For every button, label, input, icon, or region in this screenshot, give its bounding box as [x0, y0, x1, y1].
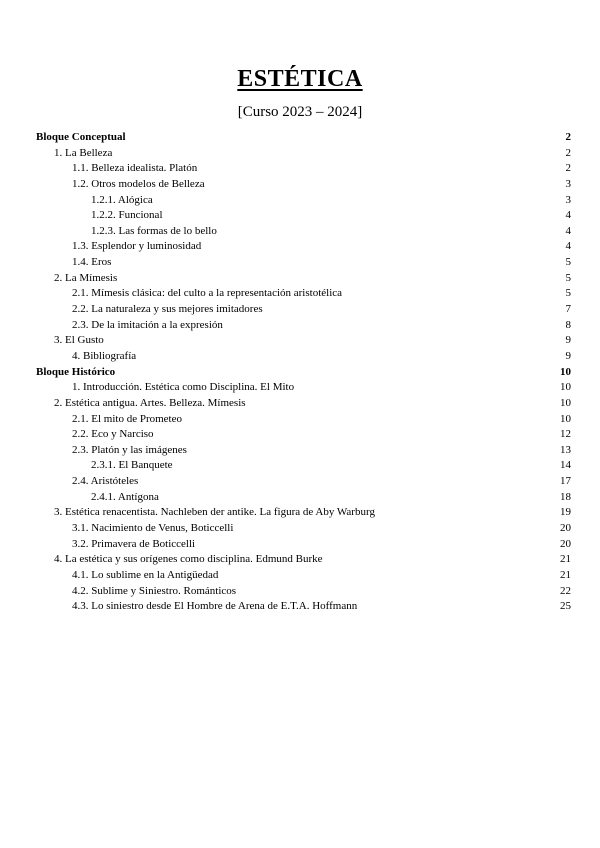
- toc-entry[interactable]: [36, 239, 571, 255]
- toc-entry-label: 4.3. Lo siniestro desde El Hombre de Arena de E.T.A. Hoffmann: [72, 600, 358, 613]
- toc-entry-page-number: 9: [565, 334, 571, 347]
- toc-entry-page-number: 10: [560, 381, 571, 394]
- toc-section-heading[interactable]: [36, 365, 571, 381]
- toc-entry[interactable]: [36, 255, 571, 271]
- toc-entry-page-number: 21: [560, 553, 571, 566]
- toc-entry[interactable]: [36, 584, 571, 600]
- toc-entry[interactable]: [36, 146, 571, 162]
- toc-entry-label: 3.2. Primavera de Boticcelli: [72, 537, 196, 550]
- toc-entry-label: Bloque Conceptual: [36, 131, 126, 143]
- toc-entry[interactable]: [36, 427, 571, 443]
- toc-entry-page-number: 5: [565, 287, 571, 300]
- toc-entry[interactable]: [36, 271, 571, 287]
- toc-entry[interactable]: [36, 380, 571, 396]
- toc-entry-page-number: 5: [565, 256, 571, 269]
- toc-entry[interactable]: [36, 302, 571, 318]
- toc-entry-label: 1. La Belleza: [54, 146, 113, 159]
- toc-entry-page-number: 4: [565, 224, 571, 237]
- toc-entry[interactable]: [36, 599, 571, 615]
- toc-entry[interactable]: [36, 458, 571, 474]
- toc-entry-label: 4.1. Lo sublime en la Antigüedad: [72, 568, 219, 581]
- toc-entry-label: 1.1. Belleza idealista. Platón: [72, 162, 198, 175]
- toc-entry[interactable]: [36, 552, 571, 568]
- toc-entry-label: 3. Estética renacentista. Nachleben der antike. La figura de Aby Warburg: [54, 506, 375, 519]
- toc-entry-label: 2. Estética antigua. Artes. Belleza. Mímesis: [54, 396, 246, 409]
- toc-entry[interactable]: [36, 177, 571, 193]
- toc-entry-page-number: 10: [560, 365, 571, 378]
- toc-entry[interactable]: [36, 474, 571, 490]
- toc-entry-page-number: 10: [560, 412, 571, 425]
- toc-entry[interactable]: [36, 443, 571, 459]
- toc-entry-page-number: 12: [560, 428, 571, 441]
- toc-entry-label: 1.2.2. Funcional: [91, 209, 163, 222]
- toc-entry[interactable]: [36, 318, 571, 334]
- toc-entry-label: 4.2. Sublime y Siniestro. Románticos: [72, 584, 237, 597]
- toc-section-heading[interactable]: [36, 130, 571, 146]
- toc-entry-page-number: 2: [565, 146, 571, 159]
- toc-entry-label: 2.3. Platón y las imágenes: [72, 443, 187, 456]
- toc-entry-page-number: 22: [560, 584, 571, 597]
- toc-entry-label: 1.2.1. Alógica: [91, 193, 153, 206]
- toc-entry-page-number: 7: [565, 303, 571, 316]
- toc-entry-page-number: 18: [560, 490, 571, 503]
- toc-entry-label: 2.1. Mímesis clásica: del culto a la representación aristotélica: [72, 287, 343, 300]
- toc-entry-page-number: 19: [560, 506, 571, 519]
- toc-entry-page-number: 4: [565, 240, 571, 253]
- toc-entry-page-number: 21: [560, 568, 571, 581]
- toc-entry-label: 1.3. Esplendor y luminosidad: [72, 240, 202, 253]
- toc-entry-label: 3. El Gusto: [54, 334, 104, 347]
- toc-entry-page-number: 14: [560, 459, 571, 472]
- toc-entry-page-number: 25: [560, 600, 571, 613]
- toc-entry-label: 2.2. La naturaleza y sus mejores imitadores: [72, 303, 263, 316]
- table-of-contents: [36, 130, 571, 615]
- toc-entry-label: 2.4.1. Antígona: [91, 490, 159, 503]
- toc-entry-label: 2.3. De la imitación a la expresión: [72, 318, 223, 331]
- toc-entry[interactable]: [36, 286, 571, 302]
- toc-entry[interactable]: [36, 490, 571, 506]
- toc-entry[interactable]: [36, 412, 571, 428]
- toc-entry-page-number: 9: [565, 349, 571, 362]
- toc-entry-label: 4. La estética y sus orígenes como disciplina. Edmund Burke: [54, 553, 323, 566]
- toc-entry[interactable]: [36, 208, 571, 224]
- toc-entry-page-number: 2: [565, 162, 571, 175]
- toc-entry-page-number: 2: [565, 131, 571, 143]
- toc-entry-page-number: 3: [565, 193, 571, 206]
- toc-entry-label: 2. La Mímesis: [54, 271, 118, 284]
- toc-entry-page-number: 20: [560, 522, 571, 535]
- toc-entry-label: Bloque Histórico: [36, 365, 116, 378]
- toc-entry-label: 1.2. Otros modelos de Belleza: [72, 177, 205, 190]
- toc-entry[interactable]: [36, 521, 571, 537]
- toc-entry-page-number: 13: [560, 443, 571, 456]
- toc-entry[interactable]: [36, 505, 571, 521]
- toc-entry[interactable]: [36, 396, 571, 412]
- toc-entry[interactable]: [36, 349, 571, 365]
- document-title: ESTÉTICA: [237, 66, 363, 92]
- toc-entry[interactable]: [36, 333, 571, 349]
- toc-entry[interactable]: [36, 224, 571, 240]
- toc-entry-label: 1. Introducción. Estética como Disciplina. El Mito: [72, 381, 295, 394]
- document-subtitle: [Curso 2023 – 2024]: [237, 104, 363, 120]
- toc-entry-page-number: 17: [560, 475, 571, 488]
- toc-entry[interactable]: [36, 568, 571, 584]
- toc-entry-page-number: 20: [560, 537, 571, 550]
- toc-entry-page-number: 3: [565, 177, 571, 190]
- toc-entry-label: 2.3.1. El Banquete: [91, 459, 173, 472]
- toc-entry-label: 2.2. Eco y Narciso: [72, 428, 154, 441]
- toc-entry-page-number: 8: [565, 318, 571, 331]
- toc-entry-page-number: 5: [565, 271, 571, 284]
- toc-entry-label: 1.2.3. Las formas de lo bello: [91, 224, 217, 237]
- toc-entry-label: 1.4. Eros: [72, 256, 112, 269]
- toc-entry-label: 4. Bibliografía: [72, 349, 137, 362]
- toc-entry-label: 2.1. El mito de Prometeo: [72, 412, 182, 425]
- toc-entry-label: 3.1. Nacimiento de Venus, Boticcelli: [72, 522, 234, 535]
- toc-entry[interactable]: [36, 161, 571, 177]
- toc-entry[interactable]: [36, 537, 571, 553]
- toc-entry-page-number: 10: [560, 396, 571, 409]
- toc-entry[interactable]: [36, 193, 571, 209]
- toc-entry-label: 2.4. Aristóteles: [72, 475, 139, 488]
- toc-entry-page-number: 4: [565, 209, 571, 222]
